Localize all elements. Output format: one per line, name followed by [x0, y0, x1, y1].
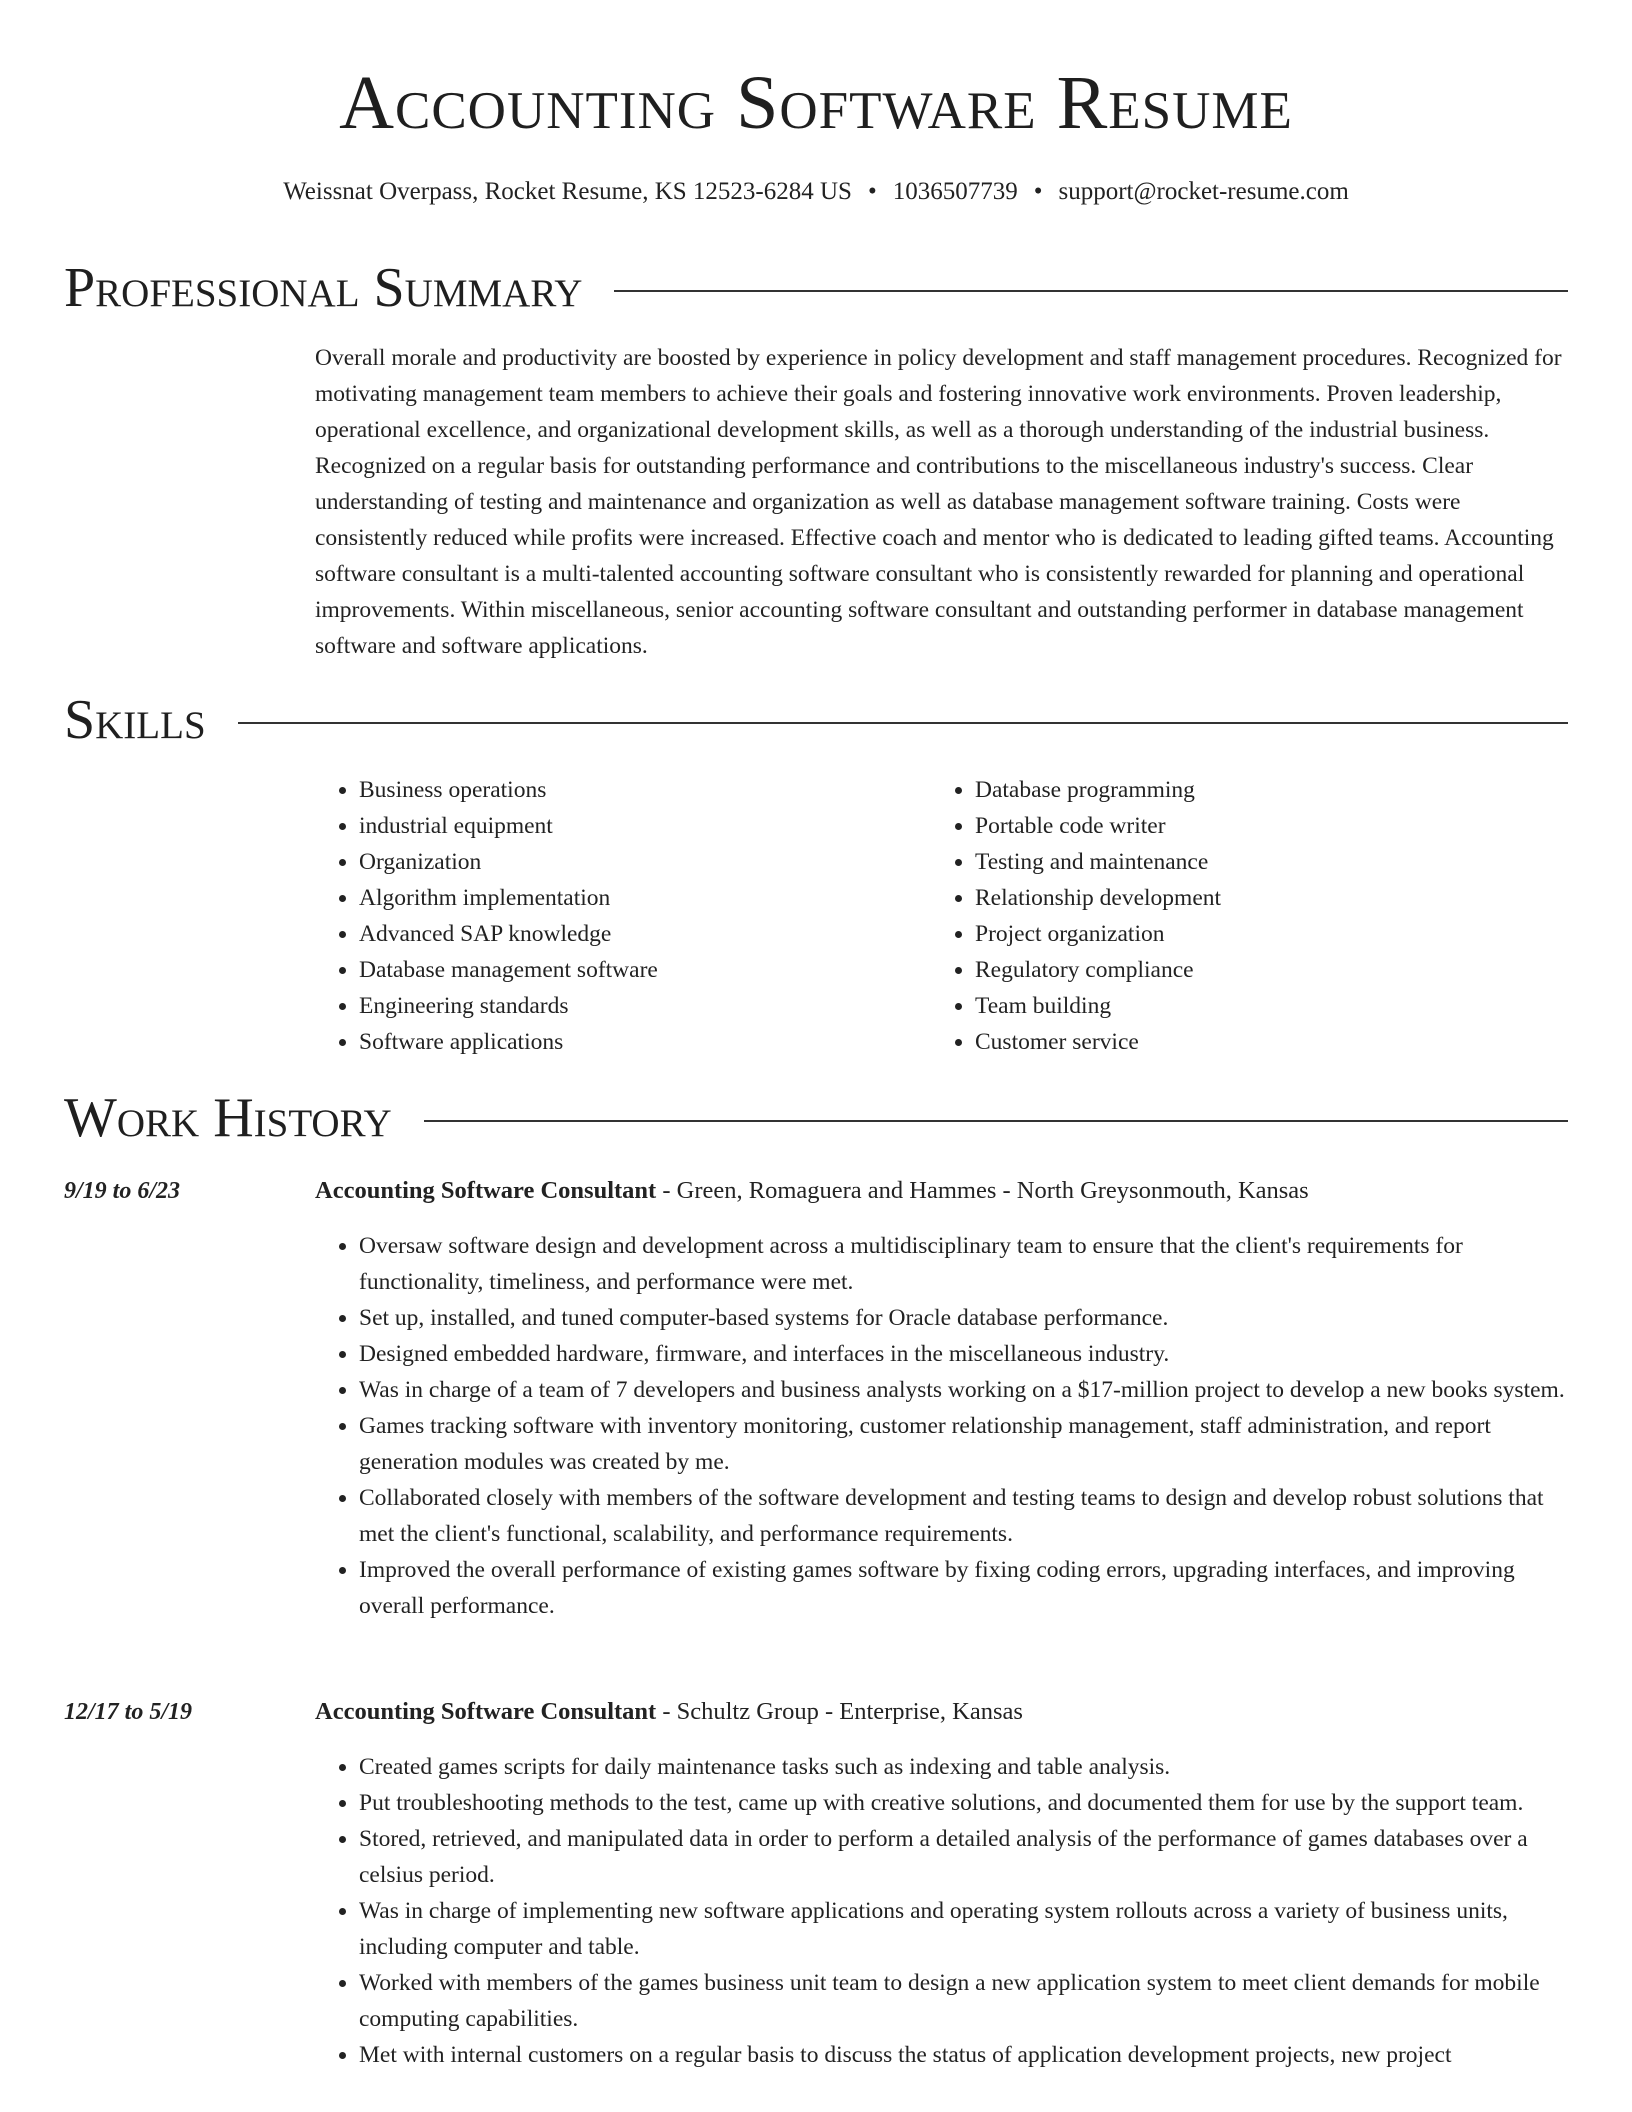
skill-item: • Regulatory compliance: [975, 952, 1547, 988]
responsibility-item: • Stored, retrieved, and manipulated data in order to perform a detailed analysis of the performance of games databases over a celsius period.: [359, 1821, 1571, 1893]
work-history-section-header: [64, 1086, 1568, 1150]
skill-item: • Customer service: [975, 1024, 1547, 1060]
contact-separator: •: [867, 178, 877, 205]
skill-item: • Relationship development: [975, 880, 1547, 916]
responsibility-item: • Worked with members of the games business unit team to design a new application system to meet client demands for mobile computing capabilities.: [359, 1965, 1571, 2037]
skills-section-title: Skills: [64, 689, 206, 751]
responsibility-item: • Games tracking software with inventory monitoring, customer relationship management, staff administration, and report generation modules was created by me.: [359, 1408, 1571, 1480]
job-dates: 12/17 to 5/19: [64, 1699, 193, 1725]
job-responsibilities: [315, 1749, 1571, 2073]
responsibility-item: • Set up, installed, and tuned computer-based systems for Oracle database performance.: [359, 1300, 1571, 1336]
section-divider: [424, 1120, 1568, 1122]
contact-phone: 1036507739: [892, 178, 1018, 205]
skill-item: • Algorithm implementation: [359, 880, 931, 916]
work-history-section-title: Work History: [64, 1087, 392, 1149]
skill-item: • Portable code writer: [975, 808, 1547, 844]
job-company-location: - Green, Romaguera and Hammes - North Greysonmouth, Kansas: [656, 1177, 1309, 1204]
responsibility-item: • Met with internal customers on a regular basis to discuss the status of application development projects, new project: [359, 2037, 1571, 2073]
contact-email: support@rocket-resume.com: [1058, 178, 1349, 205]
resume-title: Accounting Software Resume: [339, 61, 1293, 145]
responsibility-item: • Was in charge of implementing new software applications and operating system rollouts across a variety of business units, including computer and table.: [359, 1893, 1571, 1965]
responsibility-item: • Improved the overall performance of existing games software by fixing coding errors, upgrading interfaces, and improving overall performance.: [359, 1552, 1571, 1624]
skill-item: • Team building: [975, 988, 1547, 1024]
job-heading: [315, 1695, 1023, 1729]
job-responsibilities: [315, 1228, 1571, 1624]
skill-item: • Organization: [359, 844, 931, 880]
skills-column-right: [931, 772, 1547, 1060]
summary-section-title: Professional Summary: [64, 257, 583, 319]
responsibility-item: • Oversaw software design and development across a multidisciplinary team to ensure that the client's requirements for functionality, timeliness, and performance were met.: [359, 1228, 1571, 1300]
responsibility-item: • Designed embedded hardware, firmware, and interfaces in the miscellaneous industry.: [359, 1336, 1571, 1372]
section-divider: [614, 290, 1568, 292]
skill-item: • Advanced SAP knowledge: [359, 916, 931, 952]
professional-summary-text: Overall morale and productivity are boosted by experience in policy development and staff management procedures. Recognized for motivating management team members to achieve their goals and fostering innovative work environments. Proven leadership, operational excellence, and organizational development skills, as well as a thorough understanding of the industrial business. Recognized on a regular basis for outstanding performance and contributions to the miscellaneous industry's success. Clear understanding of testing and maintenance and organization as well as database management software training. Costs were consistently reduced while profits were increased. Effective coach and mentor who is dedicated to leading gifted teams. Accounting software consultant is a multi-talented accounting software consultant who is consistently rewarded for planning and operational improvements. Within miscellaneous, senior accounting software consultant and outstanding performer in database management software and software applications.: [315, 345, 1562, 659]
job-title: Accounting Software Consultant: [315, 1698, 657, 1725]
skills-column-left: [315, 772, 931, 1060]
skill-item: • Project organization: [975, 916, 1547, 952]
responsibility-item: • Collaborated closely with members of the software development and testing teams to design and develop robust solutions that met the client's functional, scalability, and performance requirements.: [359, 1480, 1571, 1552]
job-company-location: - Schultz Group - Enterprise, Kansas: [656, 1698, 1023, 1725]
skills-list: [315, 772, 1571, 1060]
skill-item: • Database management software: [359, 952, 931, 988]
job-title: Accounting Software Consultant: [315, 1177, 657, 1204]
summary-section-header: [64, 256, 1568, 320]
responsibility-item: • Created games scripts for daily maintenance tasks such as indexing and table analysis.: [359, 1749, 1571, 1785]
skill-item: • Software applications: [359, 1024, 931, 1060]
job-dates: 9/19 to 6/23: [64, 1178, 181, 1204]
responsibility-item: • Was in charge of a team of 7 developers and business analysts working on a $17-million project to develop a new books system.: [359, 1372, 1571, 1408]
skill-item: • industrial equipment: [359, 808, 931, 844]
contact-separator: •: [1033, 178, 1043, 205]
job-heading: [315, 1174, 1309, 1208]
skills-section-header: [64, 688, 1568, 752]
contact-line: [0, 175, 1632, 209]
skill-item: • Testing and maintenance: [975, 844, 1547, 880]
responsibility-item: • Put troubleshooting methods to the test, came up with creative solutions, and documented them for use by the support team.: [359, 1785, 1571, 1821]
skill-item: • Business operations: [359, 772, 931, 808]
section-divider: [238, 722, 1568, 724]
skill-item: • Database programming: [975, 772, 1547, 808]
skill-item: • Engineering standards: [359, 988, 931, 1024]
contact-address: Weissnat Overpass, Rocket Resume, KS 12523-6284 US: [283, 178, 852, 205]
